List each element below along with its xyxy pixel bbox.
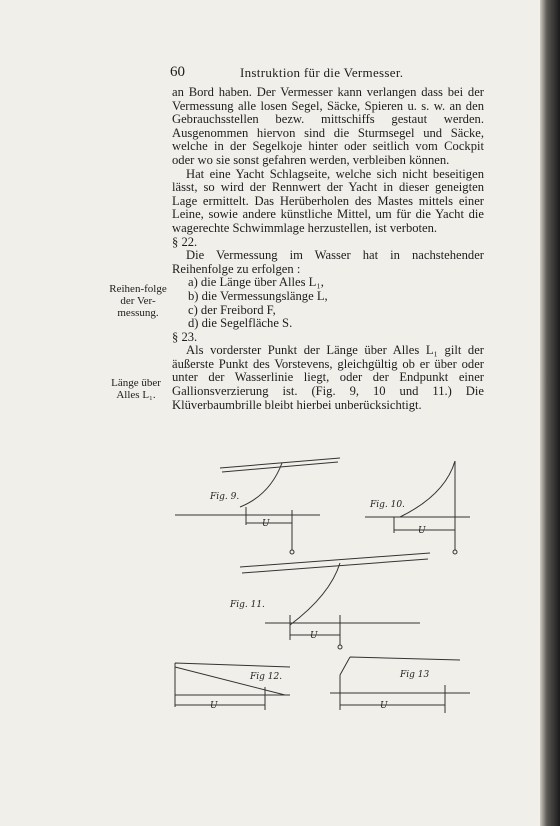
paragraph: an Bord haben. Der Vermesser kann verlangen dass bei der Vermessung alle losen Segel, Säcke, Spieren u. s. w. an den Gebrauchsstellen bezw. mittschiffs gestaut werden. Ausgenommen hiervon sind die Sturmsegel und Säcke, welche in der Segelkoje hinter oder seitlich vom Cockpit oder wo sie sonst gefahren werden, verbleiben können.: [172, 85, 484, 167]
margin-note-laenge: Länge über Alles L₁.: [111, 377, 161, 401]
body-text: [172, 86, 484, 412]
fig9-label: Fig. 9.: [210, 492, 240, 502]
figures-illustration: [170, 455, 490, 755]
page-number: 60: [170, 64, 185, 80]
list-item: a) die Länge über Alles L₁,: [188, 275, 324, 290]
dim-label: U: [310, 631, 318, 641]
dim-label: U: [418, 526, 426, 536]
figure-11: [229, 553, 430, 649]
paragraph: Die Vermessung im Wasser hat in nachstehender Reihenfolge zu erfolgen :: [172, 248, 484, 276]
list-item: c) der Freibord F,: [188, 302, 276, 317]
fig11-label: Fig. 11.: [230, 600, 265, 610]
fig12-label: Fig 12.: [250, 672, 283, 682]
margin-note-reihenfolge: Reihen-folge der Ver-messung.: [109, 283, 167, 319]
dim-label: U: [210, 701, 218, 711]
section-heading: § 22.: [172, 234, 198, 249]
figure-10: [365, 461, 470, 554]
dim-label: U: [262, 519, 270, 529]
figure-9: [175, 458, 340, 554]
paragraph: Als vorderster Punkt der Länge über Alles L₁ gilt der äußerste Punkt des Vorstevens, gleichgültig ob er über oder unter der Wasserlinie liegt, oder der Endpunkt einer Gallionsverzierung ist. (Fig. 9, 10 und 11.) Die Klüverbaumbrille bleibt hierbei unberücksichtigt.: [172, 343, 484, 412]
fig10-label: Fig. 10.: [370, 500, 405, 510]
list-item: d) die Segelfläche S.: [188, 316, 293, 331]
dim-label: U: [380, 701, 388, 711]
fig13-label: Fig 13: [400, 670, 430, 680]
section-heading: § 23.: [172, 329, 198, 344]
list-item: b) die Vermessungslänge L,: [188, 288, 328, 303]
figure-13: [330, 657, 470, 713]
paragraph: Hat eine Yacht Schlagseite, welche sich nicht beseitigen lässt, so wird der Rennwert der Yacht in dieser geneigten Lage ermittelt. Das Herüberholen des Mastes mittels einer Leine, sowie andere künstliche Mittel, um für die Yacht die wagerechte Schwimmlage herzustellen, ist verboten.: [172, 166, 484, 235]
page-edge-shadow: [540, 0, 560, 826]
measurement-list: [172, 276, 484, 330]
figure-12: [175, 663, 290, 711]
running-title: Instruktion für die Vermesser.: [240, 65, 404, 80]
